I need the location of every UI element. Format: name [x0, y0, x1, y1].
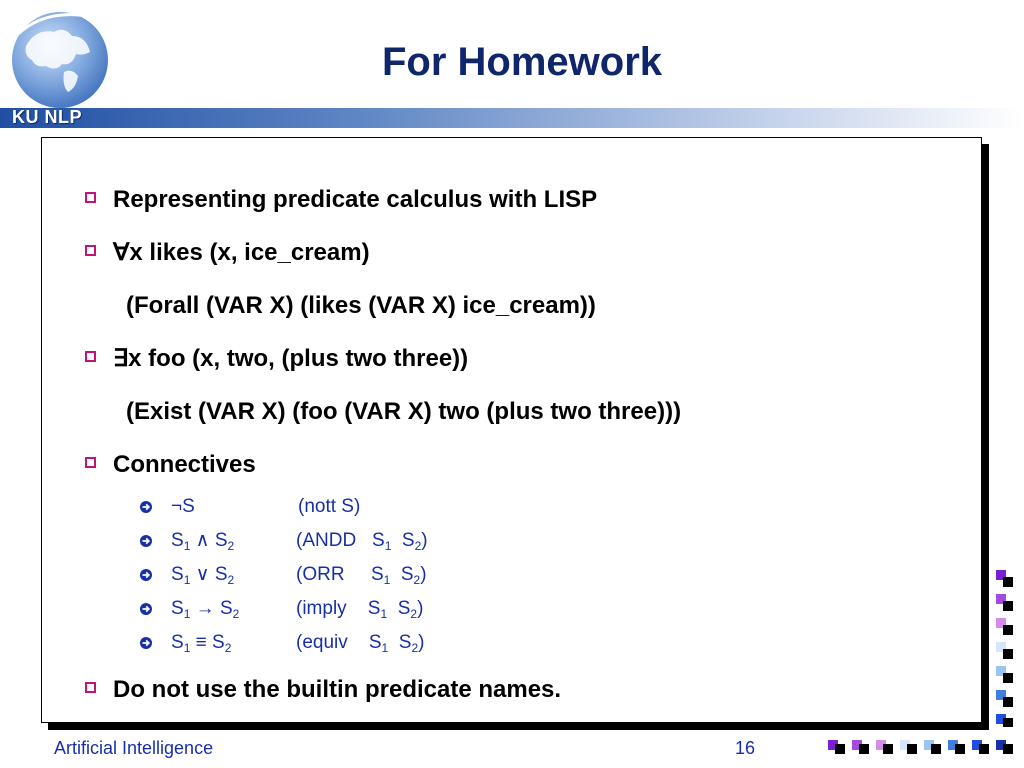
connective-expression: $S_1$ ∧ $S_2$: [171, 530, 235, 553]
bullet-text: Representing predicate calculus with LISP: [113, 186, 598, 213]
connective-lisp: (nott S): [298, 496, 361, 517]
connective-lisp: (ORR $S_1$ $S_2$): [296, 564, 427, 587]
decorative-squares-icon: [826, 738, 1024, 758]
circle-arrow-bullet-icon: [139, 568, 153, 582]
bullet-continuation: (Exist (VAR X) (foo (VAR X) two (plus two three))): [126, 398, 682, 425]
connective-expression: $S_1 \to S_2$: [171, 598, 240, 621]
bullet-item: [85, 451, 256, 479]
decorative-squares-icon: [996, 568, 1016, 728]
bullet-continuation: (Forall (VAR X) (likes (VAR X) ice_cream)): [126, 292, 596, 319]
bullet-text: Connectives: [113, 451, 256, 478]
box-bullet-icon: [85, 351, 96, 362]
bullet-item: [85, 186, 597, 214]
box-bullet-icon: [85, 245, 96, 256]
bullet-item: [85, 345, 468, 373]
bullet-text: ∃x foo (x, two, (plus two three)): [113, 345, 469, 372]
connective-expression: $S_1 \equiv S_2$: [171, 632, 232, 655]
circle-arrow-bullet-icon: [139, 500, 153, 514]
header-gradient-bar: [0, 108, 1024, 128]
page-title: For Homework: [381, 40, 663, 84]
footer-page-number: 16: [735, 738, 756, 758]
connective-expression: ¬S: [171, 496, 195, 517]
connective-lisp: (ANDD $S_1$ $S_2$): [296, 530, 428, 553]
box-bullet-icon: [85, 192, 96, 203]
logo-text: KU NLP: [12, 107, 82, 127]
footer-course-title: Artificial Intelligence: [54, 738, 214, 758]
bullet-text: ∀x likes (x, ice_cream): [113, 239, 370, 266]
box-bullet-icon: [85, 457, 96, 468]
connective-expression: $S_1$ ∨ $S_2$: [171, 564, 235, 587]
circle-arrow-bullet-icon: [139, 636, 153, 650]
connective-lisp: (equiv $S_1$ $S_2$): [296, 632, 425, 655]
circle-arrow-bullet-icon: [139, 602, 153, 616]
bullet-item: [85, 676, 561, 704]
box-bullet-icon: [85, 682, 96, 693]
circle-arrow-bullet-icon: [139, 534, 153, 548]
connective-lisp: (imply $S_1$ $S_2$): [296, 598, 424, 621]
bullet-text: Do not use the builtin predicate names.: [113, 676, 562, 703]
bullet-item: [85, 239, 370, 267]
